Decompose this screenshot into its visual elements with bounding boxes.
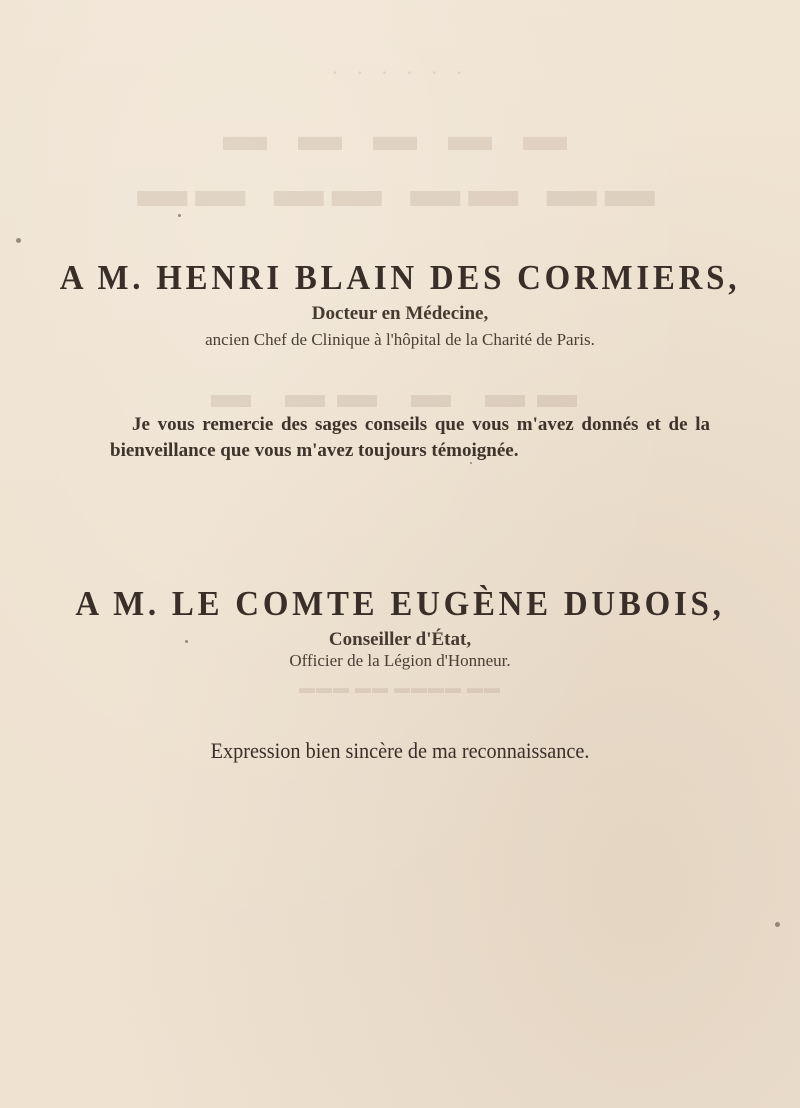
dedication-heading: A M. HENRI BLAIN DES CORMIERS, [59, 258, 741, 297]
paper-speck [185, 640, 188, 643]
dedicatee-position: ancien Chef de Clinique à l'hôpital de la Charité de Paris. [205, 330, 595, 349]
dedication-message-text: Je vous remercie des sages conseils que vous m'avez donnés et de la bienveillance que vous m'avez toujours témoignée. [110, 414, 710, 461]
bleed-through-text: ▬▬▬ ▬▬ ▬▬▬▬ ▬▬ [299, 680, 501, 697]
paper-speck [470, 462, 472, 464]
paper-speck [16, 238, 21, 243]
paper-speck [178, 214, 181, 217]
bleed-through-text: ▬▬ ▬▬ ▬▬ ▬▬ [137, 161, 663, 217]
dedicatee-honor: Officier de la Légion d'Honneur. [289, 651, 511, 670]
dedication-heading: A M. LE COMTE EUGÈNE DUBOIS, [75, 584, 725, 623]
dedication-message [110, 412, 710, 464]
bleed-through-text: ▬ ▬ ▬ ▬ ▬ [223, 111, 577, 160]
dedication-message: Expression bien sincère de ma reconnaissance. [210, 738, 590, 763]
bleed-through-text: · · · · · · [331, 60, 469, 85]
paper-speck [775, 922, 780, 927]
bleed-through-text: ▬ ▬▬ ▬ ▬▬ [211, 371, 589, 416]
dedicatee-title: Conseiller d'État, [328, 629, 472, 650]
dedicatee-profession: Docteur en Médecine, [311, 303, 489, 324]
